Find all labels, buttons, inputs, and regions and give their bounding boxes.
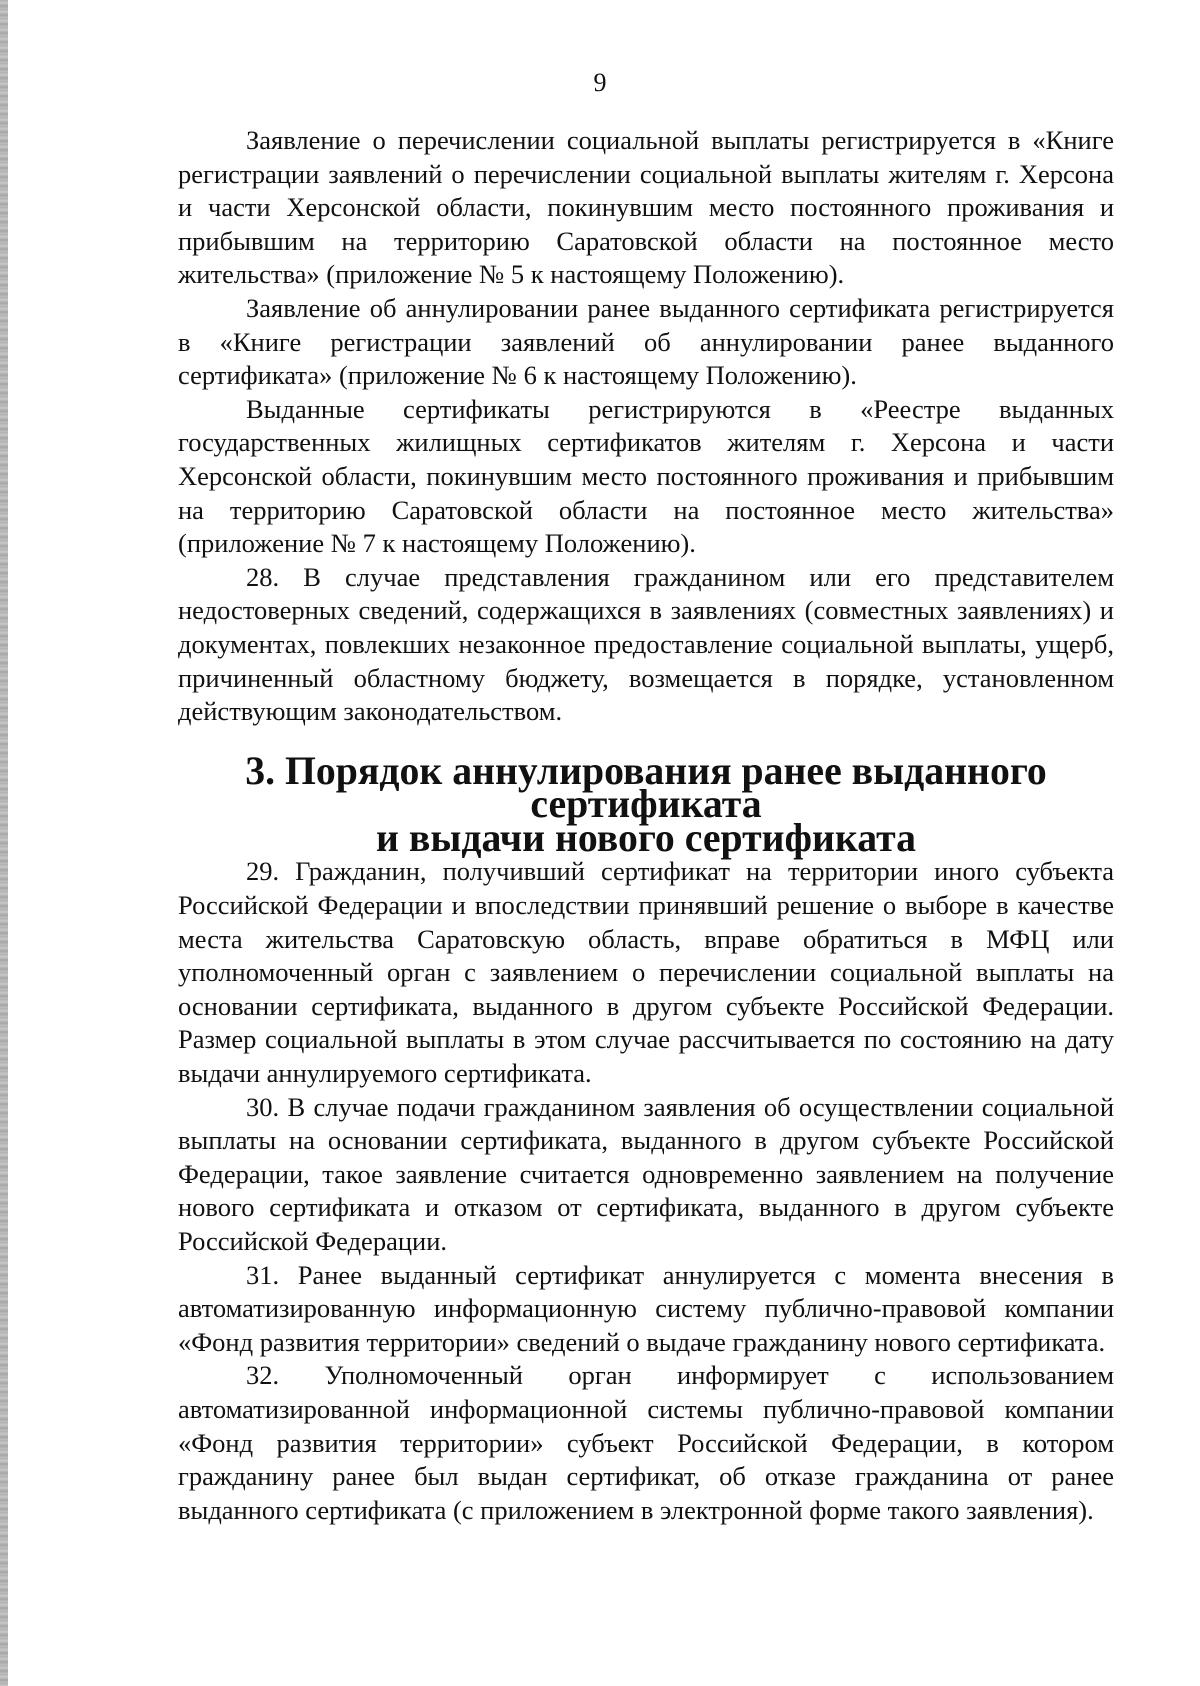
section-heading [178,748,1114,860]
paragraph-31: 31. Ранее выданный сертификат аннулируется с момента внесения в автоматизированную информационную систему публично-правовой компании «Фонд развития территории» сведений о выдаче гражданину нового сертификата. [178,1259,1114,1357]
section-heading-line-1: 3. Порядок аннулирования ранее выданного сертификата [245,748,1047,827]
paragraph-registration-annulment: Заявление об аннулировании ранее выданного сертификата регистрируется в «Книге регистрации заявлений об аннулировании ранее выданного сертификата» (приложение № 6 к настоящему Положению). [178,292,1114,391]
paragraph-28: 28. В случае представления гражданином или его представителем недостоверных сведений, содержащихся в заявлениях (совместных заявлениях) и документах, повлекших незаконное предоставление социальной выплаты, ущерб, причиненный областному бюджету, возмещается в порядке, установленном действующим законодательством. [178,561,1114,727]
paragraph-30: 30. В случае подачи гражданином заявления об осуществлении социальной выплаты на основании сертификата, выданного в другом субъекте Российской Федерации, такое заявление считается одновременно заявлением на получение нового сертификата и отказом от сертификата, выданного в другом субъекте Российской Федерации. [178,1091,1114,1256]
scan-edge [0,0,8,1686]
section-heading-line-2: и выдачи нового сертификата [376,815,916,860]
page-number: 9 [593,68,607,97]
document-body [178,124,1114,1527]
paragraph-32: 32. Уполномоченный орган информирует с использованием автоматизированной информационной системы публично-правовой компании «Фонд развития территории» субъект Российской Федерации, в котором гражданину ранее был выдан сертификат, об отказе гражданина от ранее выданного сертификата (с приложением в электронной форме такого заявления). [178,1360,1114,1525]
paragraph-registration-application: Заявление о перечислении социальной выплаты регистрируется в «Книге регистрации заявлений о перечислении социальной выплаты жителям г. Херсона и части Херсонской области, покинувшим место постоянного проживания и прибывшим на территорию Саратовской области на постоянное место жительства» (приложение № 5 к настоящему Положению). [178,125,1114,290]
paragraph-29: 29. Гражданин, получивший сертификат на территории иного субъекта Российской Федерации и впоследствии принявший решение о выборе в качестве места жительства Саратовскую область, вправе обратиться в МФЦ или уполномоченный орган с заявлением о перечислении социальной выплаты на основании сертификата, выданного в другом субъекте Российской Федерации. Размер социальной выплаты в этом случае рассчитывается по состоянию на дату выдачи аннулируемого сертификата. [178,856,1114,1089]
paragraph-issued-certificates: Выданные сертификаты регистрируются в «Реестре выданных государственных жилищных сертификатов жителям г. Херсона и части Херсонской области, покинувшим место постоянного проживания и прибывшим на территорию Саратовской области на постоянное место жительства» (приложение № 7 к настоящему Положению). [178,393,1114,559]
